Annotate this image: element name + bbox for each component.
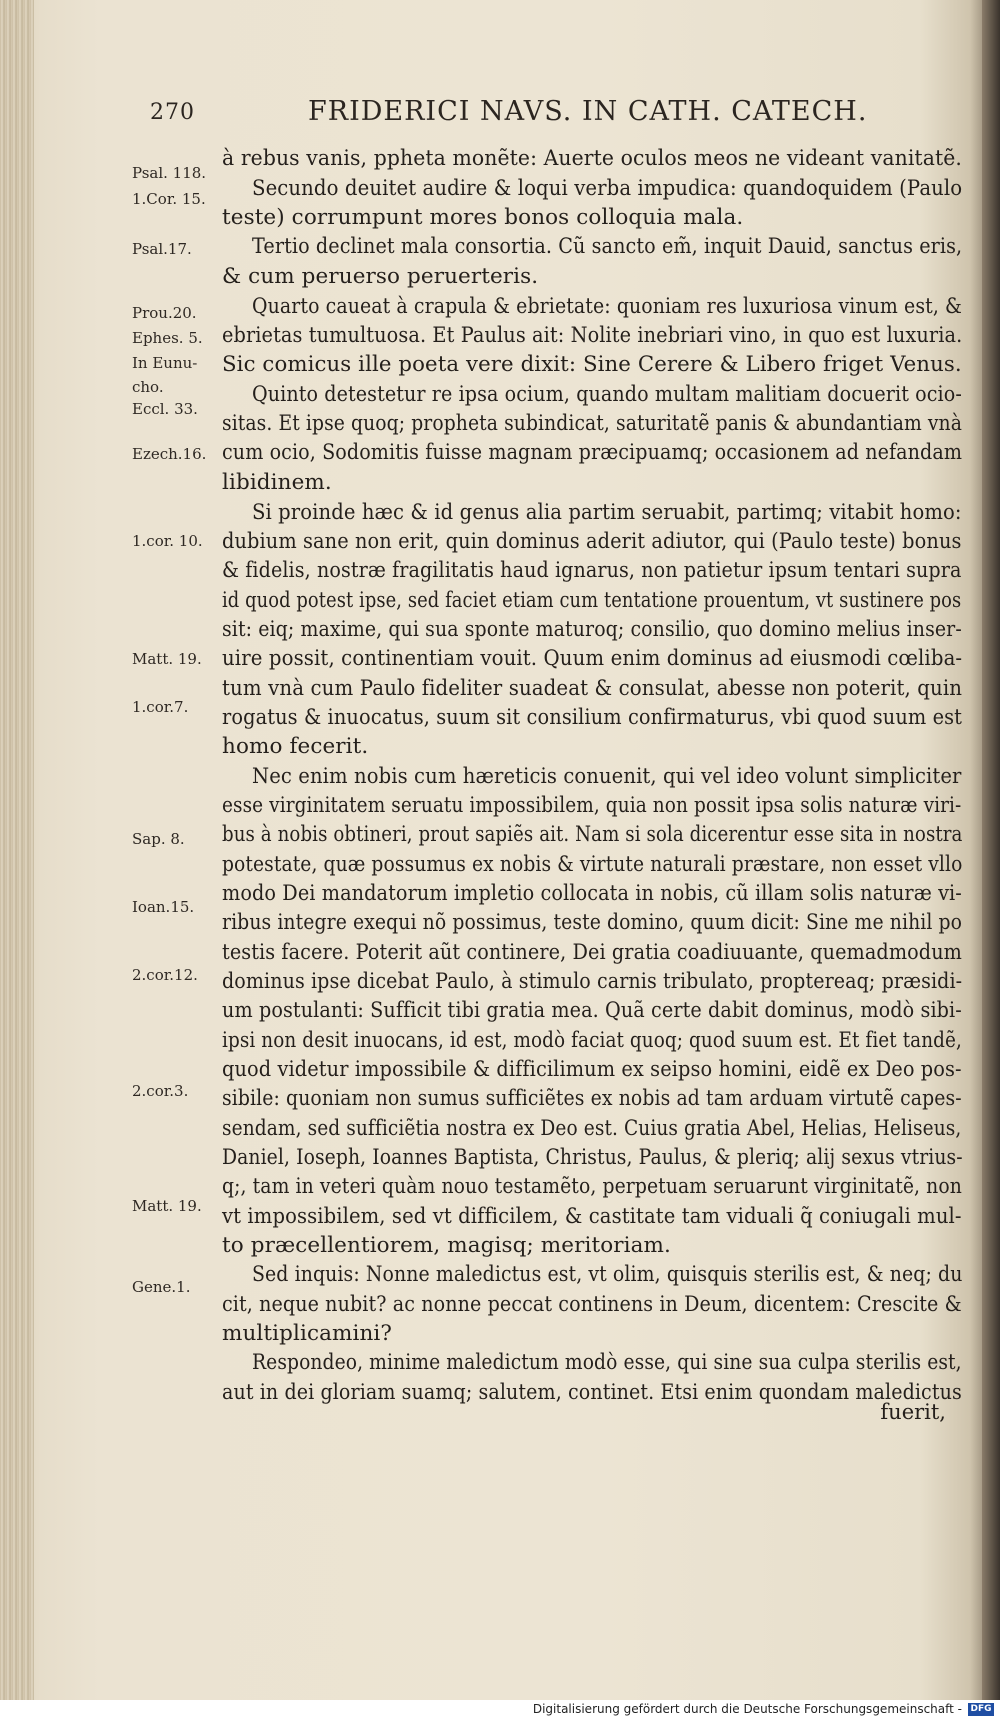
text-line: potestate, quæ possumus ex nobis & virtute naturali præstare, non esset vllo <box>222 852 963 877</box>
text-line: Nec enim nobis cum hæreticis conuenit, qui vel ideo volunt simpliciter <box>252 764 962 789</box>
running-head-title: FRIDERICI NAVS. IN CATH. CATECH. <box>308 96 868 127</box>
text-line: sendam, sed sufficiẽtia nostra ex Deo est. Cuius gratia Abel, Helias, Heliseus, <box>222 1116 962 1141</box>
text-line: modo Dei mandatorum impletio collocata in nobis, cũ illam solis naturæ vi- <box>222 881 962 906</box>
text-line: dubium sane non erit, quin dominus aderit adiutor, qui (Paulo teste) bonus <box>222 529 962 554</box>
dfg-logo: DFG <box>968 1703 994 1716</box>
text-line: sit: eiq; maxime, qui sua sponte maturoq; consilio, quo domino melius inser- <box>222 617 962 642</box>
page-number: 270 <box>150 100 195 125</box>
margin-note: cho. <box>132 378 164 396</box>
text-line: ebrietas tumultuosa. Et Paulus ait: Nolite inebriari vino, in quo est luxuria. <box>222 323 963 348</box>
text-line: homo fecerit. <box>222 734 369 759</box>
text-line: Secundo deuitet audire & loqui verba impudica: quandoquidem (Paulo <box>252 176 963 201</box>
text-line: Quarto caueat à crapula & ebrietate: quoniam res luxuriosa vinum est, & <box>252 294 962 319</box>
margin-note: 1.cor.7. <box>132 698 189 716</box>
text-line: bus à nobis obtineri, prout sapiẽs ait. Nam si sola dicerentur esse sita in nostra <box>222 822 963 847</box>
catchword: fuerit, <box>880 1400 946 1424</box>
text-line: Daniel, Ioseph, Ioannes Baptista, Christus, Paulus, & pleriq; alij sexus vtrius- <box>222 1145 963 1170</box>
margin-note: 1.Cor. 15. <box>132 190 206 208</box>
text-line: aut in dei gloriam suamq; salutem, continet. Etsi enim quondam maledictus <box>222 1380 962 1405</box>
margin-note: In Eunu- <box>132 354 198 372</box>
text-line: cit, neque nubit? ac nonne peccat continens in Deum, dicentem: Crescite & <box>222 1292 962 1317</box>
text-line: & fidelis, nostræ fragilitatis haud ignarus, non patietur ipsum tentari supra <box>222 558 962 583</box>
margin-note: Ephes. 5. <box>132 329 203 347</box>
text-line: multiplicamini? <box>222 1321 393 1346</box>
text-line: testis facere. Poterit aũt continere, Dei gratia coadiuuante, quemadmodum <box>222 940 962 965</box>
margin-note: Psal. 118. <box>132 164 207 182</box>
text-line: ribus integre exequi nõ possimus, teste domino, quum dicit: Sine me nihil po <box>222 910 963 935</box>
running-head <box>150 96 910 132</box>
text-line: rogatus & inuocatus, suum sit consilium confirmaturus, vbi quod suum est <box>222 705 963 730</box>
margin-note: 1.cor. 10. <box>132 532 203 550</box>
text-line: Sic comicus ille poeta vere dixit: Sine Cerere & Libero friget Venus. <box>222 352 962 377</box>
margin-note: Matt. 19. <box>132 650 202 668</box>
text-line: to præcellentiorem, magisq; meritoriam. <box>222 1233 671 1258</box>
text-line: um postulanti: Sufficit tibi gratia mea. Quã certe dabit dominus, modò sibi- <box>222 998 962 1023</box>
text-line: Respondeo, minime maledictum modò esse, qui sine sua culpa sterilis est, <box>252 1350 962 1375</box>
text-line: teste) corrumpunt mores bonos colloquia mala. <box>222 205 744 230</box>
text-line: Sed inquis: Nonne maledictus est, vt olim, quisquis sterilis est, & neq; du <box>252 1262 963 1287</box>
text-line: sibile: quoniam non sumus sufficiẽtes ex nobis ad tam arduam virtutẽ capes- <box>222 1086 962 1111</box>
text-line: cum ocio, Sodomitis fuisse magnam præcipuamq; occasionem ad nefandam <box>222 440 963 465</box>
text-line: Quinto detestetur re ipsa ocium, quando multam malitiam docuerit ocio- <box>252 382 962 407</box>
text-line: & cum peruerso peruerteris. <box>222 264 539 289</box>
text-line: libidinem. <box>222 470 332 495</box>
book-spine-shadow <box>982 0 1000 1700</box>
text-line: à rebus vanis, ppheta monẽte: Auerte oculos meos ne videant vanitatẽ. <box>222 146 962 171</box>
margin-note: Prou.20. <box>132 304 197 322</box>
margin-note: 2.cor.3. <box>132 1082 189 1100</box>
text-line: Si proinde hæc & id genus alia partim seruabit, partimq; vitabit homo: <box>252 500 962 525</box>
margin-note: Sap. 8. <box>132 830 185 848</box>
text-line: vt impossibilem, sed vt difficilem, & castitate tam viduali q̃ coniugali mul- <box>222 1204 962 1229</box>
text-line: quod videtur impossibile & difficilimum ex seipso homini, eidẽ ex Deo pos- <box>222 1057 962 1082</box>
text-line: esse virginitatem seruatu impossibilem, quia non possit ipsa solis naturæ viri- <box>222 793 962 818</box>
text-line: Tertio declinet mala consortia. Cũ sancto em̃, inquit Dauid, sanctus eris, <box>252 234 963 259</box>
text-line: tum vnà cum Paulo fideliter suadeat & consulat, abesse non poterit, quin <box>222 676 963 701</box>
margin-note: Psal.17. <box>132 240 192 258</box>
text-line: dominus ipse dicebat Paulo, à stimulo carnis tribulato, proptereaq; præsidi- <box>222 969 963 994</box>
text-line: ipsi non desit inuocans, id est, modò faciat quoq; quod suum est. Et fiet tandẽ, <box>222 1028 962 1053</box>
margin-note: Ioan.15. <box>132 898 195 916</box>
margin-note: Eccl. 33. <box>132 400 198 418</box>
text-line: uire possit, continentiam vouit. Quum enim dominus ad eiusmodi cœliba- <box>222 646 963 671</box>
margin-note: Ezech.16. <box>132 445 207 463</box>
margin-note: 2.cor.12. <box>132 966 198 984</box>
text-line: sitas. Et ipse quoq; propheta subindicat, saturitatẽ panis & abundantiam vnà <box>222 411 962 436</box>
page-edges <box>0 0 34 1700</box>
margin-note: Gene.1. <box>132 1278 191 1296</box>
digitization-footer <box>0 1700 1000 1720</box>
text-line: q;, tam in veteri quàm nouo testamẽto, perpetuam seruarunt virginitatẽ, non <box>222 1174 962 1199</box>
text-line: id quod potest ipse, sed faciet etiam cum tentatione prouentum, vt sustinere pos <box>222 588 962 613</box>
margin-note: Matt. 19. <box>132 1197 202 1215</box>
footer-credit: Digitalisierung gefördert durch die Deutsche Forschungsgemeinschaft - <box>532 1702 962 1716</box>
